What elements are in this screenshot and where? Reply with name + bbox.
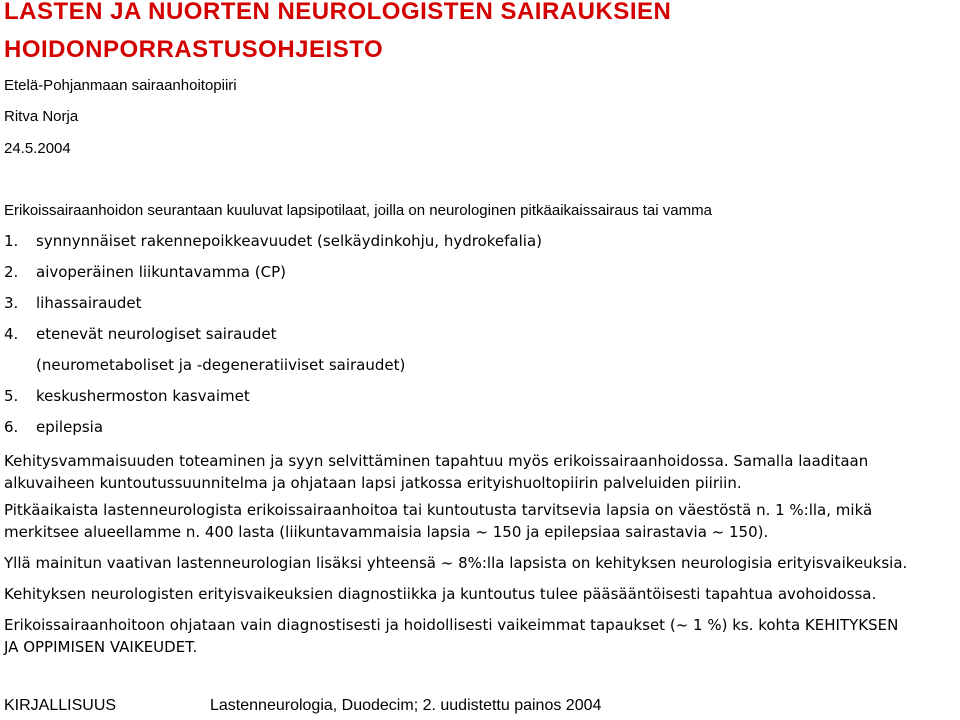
paragraph-line: Yllä mainitun vaativan lastenneurologian lisäksi yhteensä ~ 8%:lla lapsista on kehityksen neurologisia erityisvaikeuksia. [4,554,908,572]
paragraph [4,583,876,605]
list-item-text: synnynnäiset rakennepoikkeavuudet (selkäydinkohju, hydrokefalia) [36,232,542,250]
list-item-number: 2. [4,263,19,281]
references-text: Lastenneurologia, Duodecim; 2. uudistettu painos 2004 [210,697,602,714]
list-item-text: lihassairaudet [36,294,142,312]
paragraph [4,450,868,494]
hospital-district: Etelä-Pohjanmaan sairaanhoitopiiri [4,77,237,94]
list-item [4,295,142,312]
list-item [4,419,103,436]
list-item-text: epilepsia [36,418,104,436]
paragraph [4,614,898,658]
list-item [4,264,286,281]
document-title-line-1: LASTEN JA NUORTEN NEUROLOGISTEN SAIRAUKSIEN [4,0,672,25]
paragraph-line: Pitkäaikaista lastenneurologista erikoissairaanhoitoa tai kuntoutusta tarvitsevia lapsia on väestöstä n. 1 %:lla, mikä [4,501,873,519]
paragraph-line: alkuvaiheen kuntoutussuunnitelma ja ohjataan lapsi jatkossa erityishuoltopiirin palveluiden piiriin. [4,474,742,492]
document-title-line-2: HOIDONPORRASTUSOHJEISTO [4,36,384,63]
list-item-subtext: (neurometaboliset ja -degeneratiiviset sairaudet) [36,356,406,374]
list-item [4,326,276,343]
paragraph-line: Erikoissairaanhoitoon ohjataan vain diagnostisesti ja hoidollisesti vaikeimmat tapaukset (~ 1 %) ks. kohta KEHITYKSEN [4,616,899,634]
paragraph-line: Kehityksen neurologisten erityisvaikeuksien diagnostiikka ja kuntoutus tulee pääsääntöisesti tapahtua avohoidossa. [4,585,877,603]
list-item-text: keskushermoston kasvaimet [36,387,250,405]
list-item-text: etenevät neurologiset sairaudet [36,325,277,343]
list-item-number: 4. [4,325,19,343]
intro-text: Erikoissairaanhoidon seurantaan kuuluvat lapsipotilaat, joilla on neurologinen pitkäaikaissairaus tai vamma [4,202,712,219]
document-date: 24.5.2004 [4,140,71,157]
list-item-text: aivoperäinen liikuntavamma (CP) [36,263,286,281]
author-name: Ritva Norja [4,108,79,125]
list-item-number: 1. [4,232,19,250]
list-item-number: 6. [4,418,19,436]
references-line [4,697,601,715]
list-item-number: 5. [4,387,19,405]
paragraph-line: JA OPPIMISEN VAIKEUDET. [4,638,198,656]
list-item [4,388,250,405]
paragraph [4,499,872,543]
list-item-number: 3. [4,294,19,312]
paragraph-line: merkitsee alueellamme n. 400 lasta (liikuntavammaisia lapsia ~ 150 ja epilepsiaa sairastavia ~ 150). [4,523,769,541]
list-item [4,233,542,250]
paragraph [4,552,907,574]
references-label: KIRJALLISUUS [4,697,117,714]
paragraph-line: Kehitysvammaisuuden toteaminen ja syyn selvittäminen tapahtuu myös erikoissairaanhoidossa. Samalla laaditaan [4,452,869,470]
